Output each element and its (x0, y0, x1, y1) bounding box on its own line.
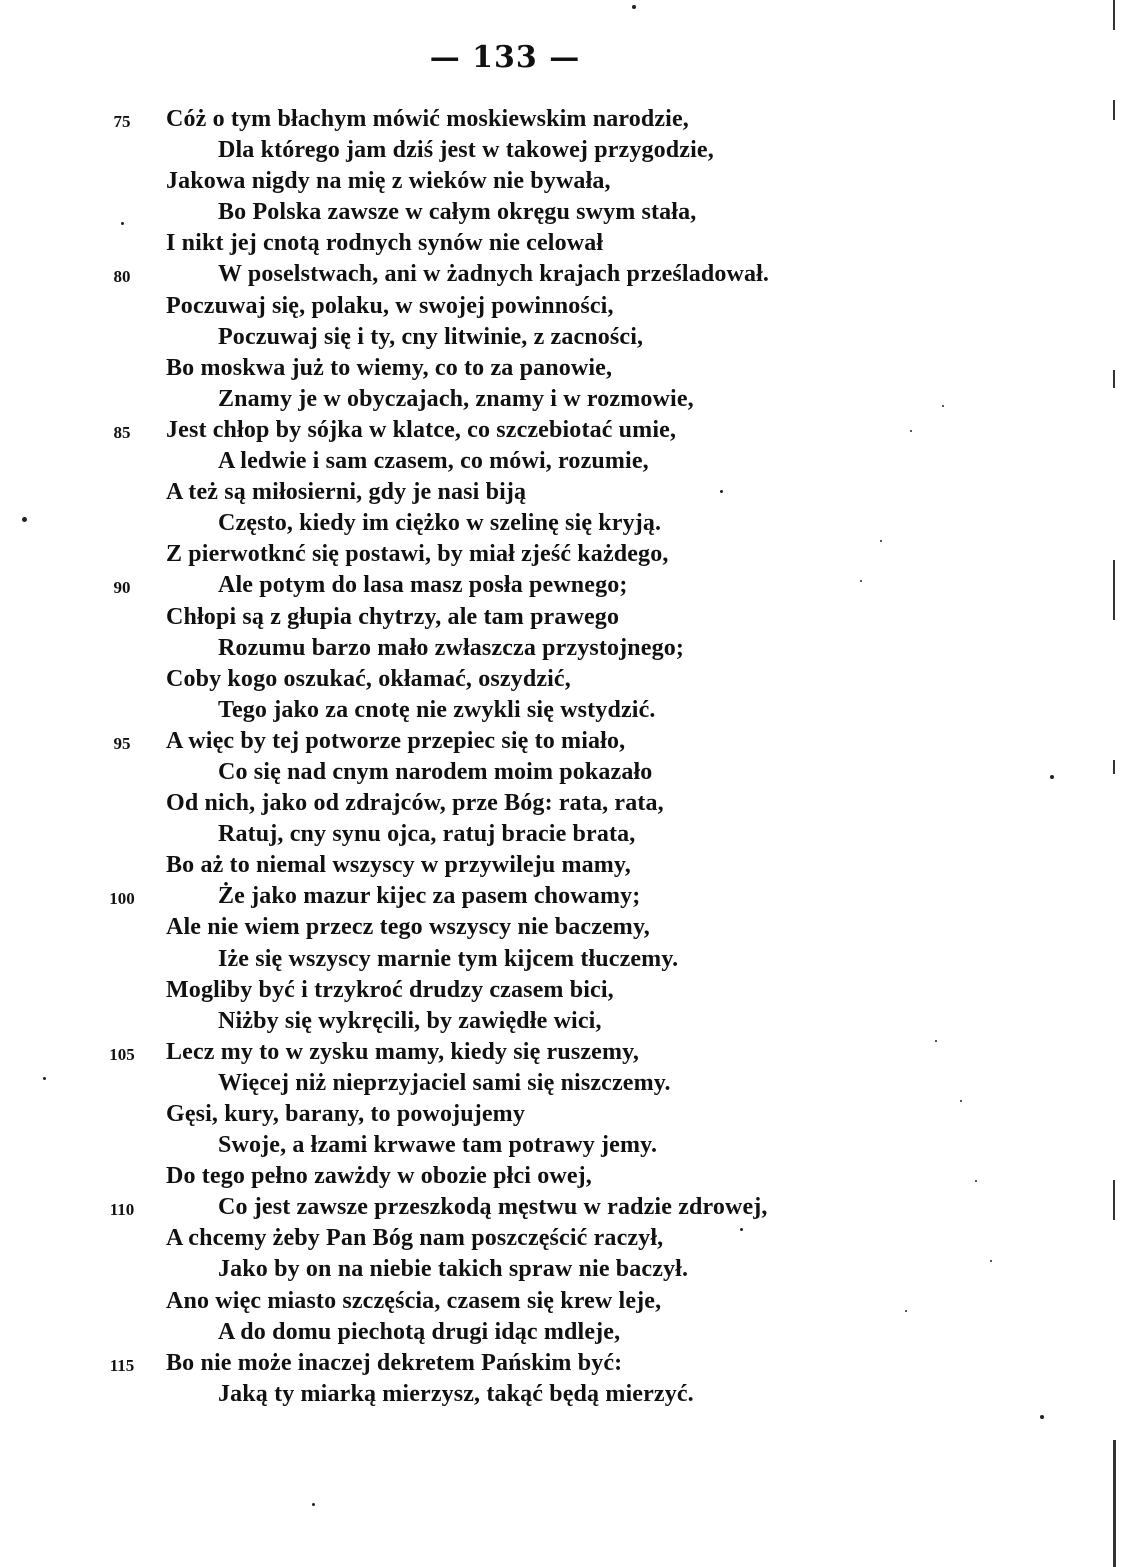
line-number: 85 (113, 422, 131, 442)
poem-line (0, 850, 1140, 881)
poem-line (0, 259, 1140, 290)
poem-line (0, 384, 1140, 415)
verse-text: Bo moskwa już to wiemy, co to za panowie, (166, 354, 613, 381)
poem-line (0, 602, 1140, 633)
verse-text: A ledwie i sam czasem, co mówi, rozumie, (218, 448, 649, 475)
poem-line (0, 228, 1140, 259)
poem-line (0, 695, 1140, 726)
poem-line (0, 1068, 1140, 1099)
poem-line (0, 975, 1140, 1006)
poem-line (0, 1192, 1140, 1223)
verse-text: Lecz my to w zysku mamy, kiedy się ruszemy, (166, 1038, 640, 1065)
verse-text: Co się nad cnym narodem moim pokazało (218, 758, 653, 785)
poem-line (0, 1130, 1140, 1161)
poem-line (0, 1379, 1140, 1410)
verse-text: Bo nie może inaczej dekretem Pańskim być: (166, 1349, 623, 1376)
poem-line (0, 1161, 1140, 1192)
poem-line (0, 881, 1140, 912)
poem-line (0, 664, 1140, 695)
verse-text: A też są miłosierni, gdy je nasi biją (166, 479, 527, 506)
verse-text: W poselstwach, ani w żadnych krajach prześladował. (218, 261, 770, 288)
line-number: 75 (113, 112, 131, 131)
verse-text: Niżby się wykręcili, by zawiędłe wici, (218, 1007, 602, 1034)
verse-text: Chłopi są z głupia chytrzy, ale tam prawego (166, 603, 620, 630)
poem-line (0, 353, 1140, 384)
verse-text: Ale potym do lasa masz posła pewnego; (218, 572, 628, 599)
poem-line (0, 477, 1140, 508)
verse-text: Poczuwaj się i ty, cny litwinie, z zacności, (218, 323, 644, 350)
poem-line (0, 912, 1140, 943)
verse-text: Że jako mazur kijec za pasem chowamy; (218, 883, 641, 910)
line-number: 115 (109, 1355, 135, 1375)
verse-text: Ratuj, cny synu ojca, ratuj bracie brata, (218, 821, 636, 848)
verse-text: Bo Polska zawsze w całym okręgu swym stała, (218, 199, 697, 226)
verse-text: Rozumu barzo mało zwłaszcza przystojnego; (218, 634, 685, 661)
poem-line (0, 197, 1140, 228)
verse-text: Więcej niż nieprzyjaciel sami się niszczemy. (218, 1069, 671, 1096)
verse-text: Z pierwotknć się postawi, by miał zjeść każdego, (166, 541, 669, 568)
verse-text: A więc by tej potworze przepiec się to miało, (166, 727, 626, 754)
poem-line (0, 1254, 1140, 1285)
poem-line (0, 1037, 1140, 1068)
poem-line (0, 508, 1140, 539)
poem-line (0, 322, 1140, 353)
poem-line (0, 1006, 1140, 1037)
line-number: 90 (113, 578, 131, 598)
poem-line (0, 1223, 1140, 1254)
poem-line (0, 944, 1140, 975)
line-number: 80 (113, 267, 131, 287)
verse-text: Cóż o tym błachym mówić moskiewskim narodzie, (166, 106, 689, 132)
verse-text: A chcemy żeby Pan Bóg nam poszczęścić raczył, (166, 1225, 664, 1252)
binding-edge (1113, 0, 1116, 1567)
poem-line (0, 757, 1140, 788)
verse-text: Od nich, jako od zdrajców, prze Bóg: rata, rata, (166, 790, 664, 817)
poem-line (0, 104, 1140, 135)
poem-line (0, 166, 1140, 197)
line-number: 100 (109, 889, 135, 909)
poem-line (0, 539, 1140, 570)
verse-text: Dla którego jam dziś jest w takowej przygodzie, (218, 137, 714, 164)
verse-text: Jako by on na niebie takich spraw nie baczył. (218, 1256, 689, 1283)
poem-line (0, 633, 1140, 664)
verse-text: Gęsi, kury, barany, to powojujemy (166, 1101, 525, 1127)
verse-text: Znamy je w obyczajach, znamy i w rozmowie, (218, 385, 694, 412)
verse-text: Co jest zawsze przeszkodą męstwu w radzie zdrowej, (218, 1194, 768, 1221)
verse-text: Do tego pełno zawżdy w obozie płci owej, (166, 1163, 592, 1190)
verse-text: Ale nie wiem przecz tego wszyscy nie baczemy, (166, 914, 650, 941)
verse-text: Iże się wszyscy marnie tym kijcem tłuczemy. (218, 945, 679, 972)
poem-line (0, 819, 1140, 850)
verse-text: Coby kogo oszukać, okłamać, oszydzić, (166, 665, 571, 692)
verse-text: Swoje, a łzami krwawe tam potrawy jemy. (218, 1132, 658, 1159)
page-number: — 133 — (429, 40, 581, 75)
verse-text: Często, kiedy im ciężko w szelinę się kryją. (218, 510, 662, 537)
poem-line (0, 1348, 1140, 1379)
verse-text: Ano więc miasto szczęścia, czasem się krew leje, (166, 1287, 662, 1314)
poem-line (0, 1099, 1140, 1130)
line-number: 95 (113, 733, 131, 753)
poem-line (0, 415, 1140, 446)
poem-line (0, 446, 1140, 477)
line-number: 105 (109, 1044, 135, 1064)
verse-text: Jakowa nigdy na mię z wieków nie bywała, (166, 168, 611, 195)
verse-text: A do domu piechotą drugi idąc mdleje, (218, 1318, 621, 1345)
verse-text: Jaką ty miarką mierzysz, takąć będą mierzyć. (218, 1380, 694, 1407)
poem-line (0, 726, 1140, 757)
verse-text: Jest chłop by sójka w klatce, co szczebiotać umie, (166, 416, 677, 443)
verse-text: Poczuwaj się, polaku, w swojej powinności, (166, 292, 614, 319)
poem-line (0, 135, 1140, 166)
verse-text: I nikt jej cnotą rodnych synów nie celował (166, 230, 604, 257)
poem-line (0, 1286, 1140, 1317)
poem-line (0, 570, 1140, 601)
poem-line (0, 788, 1140, 819)
poem-body (0, 104, 1140, 1410)
poem-line (0, 1317, 1140, 1348)
line-number: 110 (109, 1200, 135, 1220)
verse-text: Bo aż to niemal wszyscy w przywileju mamy, (166, 852, 631, 879)
verse-text: Mogliby być i trzykroć drudzy czasem bici, (166, 976, 614, 1003)
poem-line (0, 291, 1140, 322)
verse-text: Tego jako za cnotę nie zwykli się wstydzić. (218, 696, 656, 723)
